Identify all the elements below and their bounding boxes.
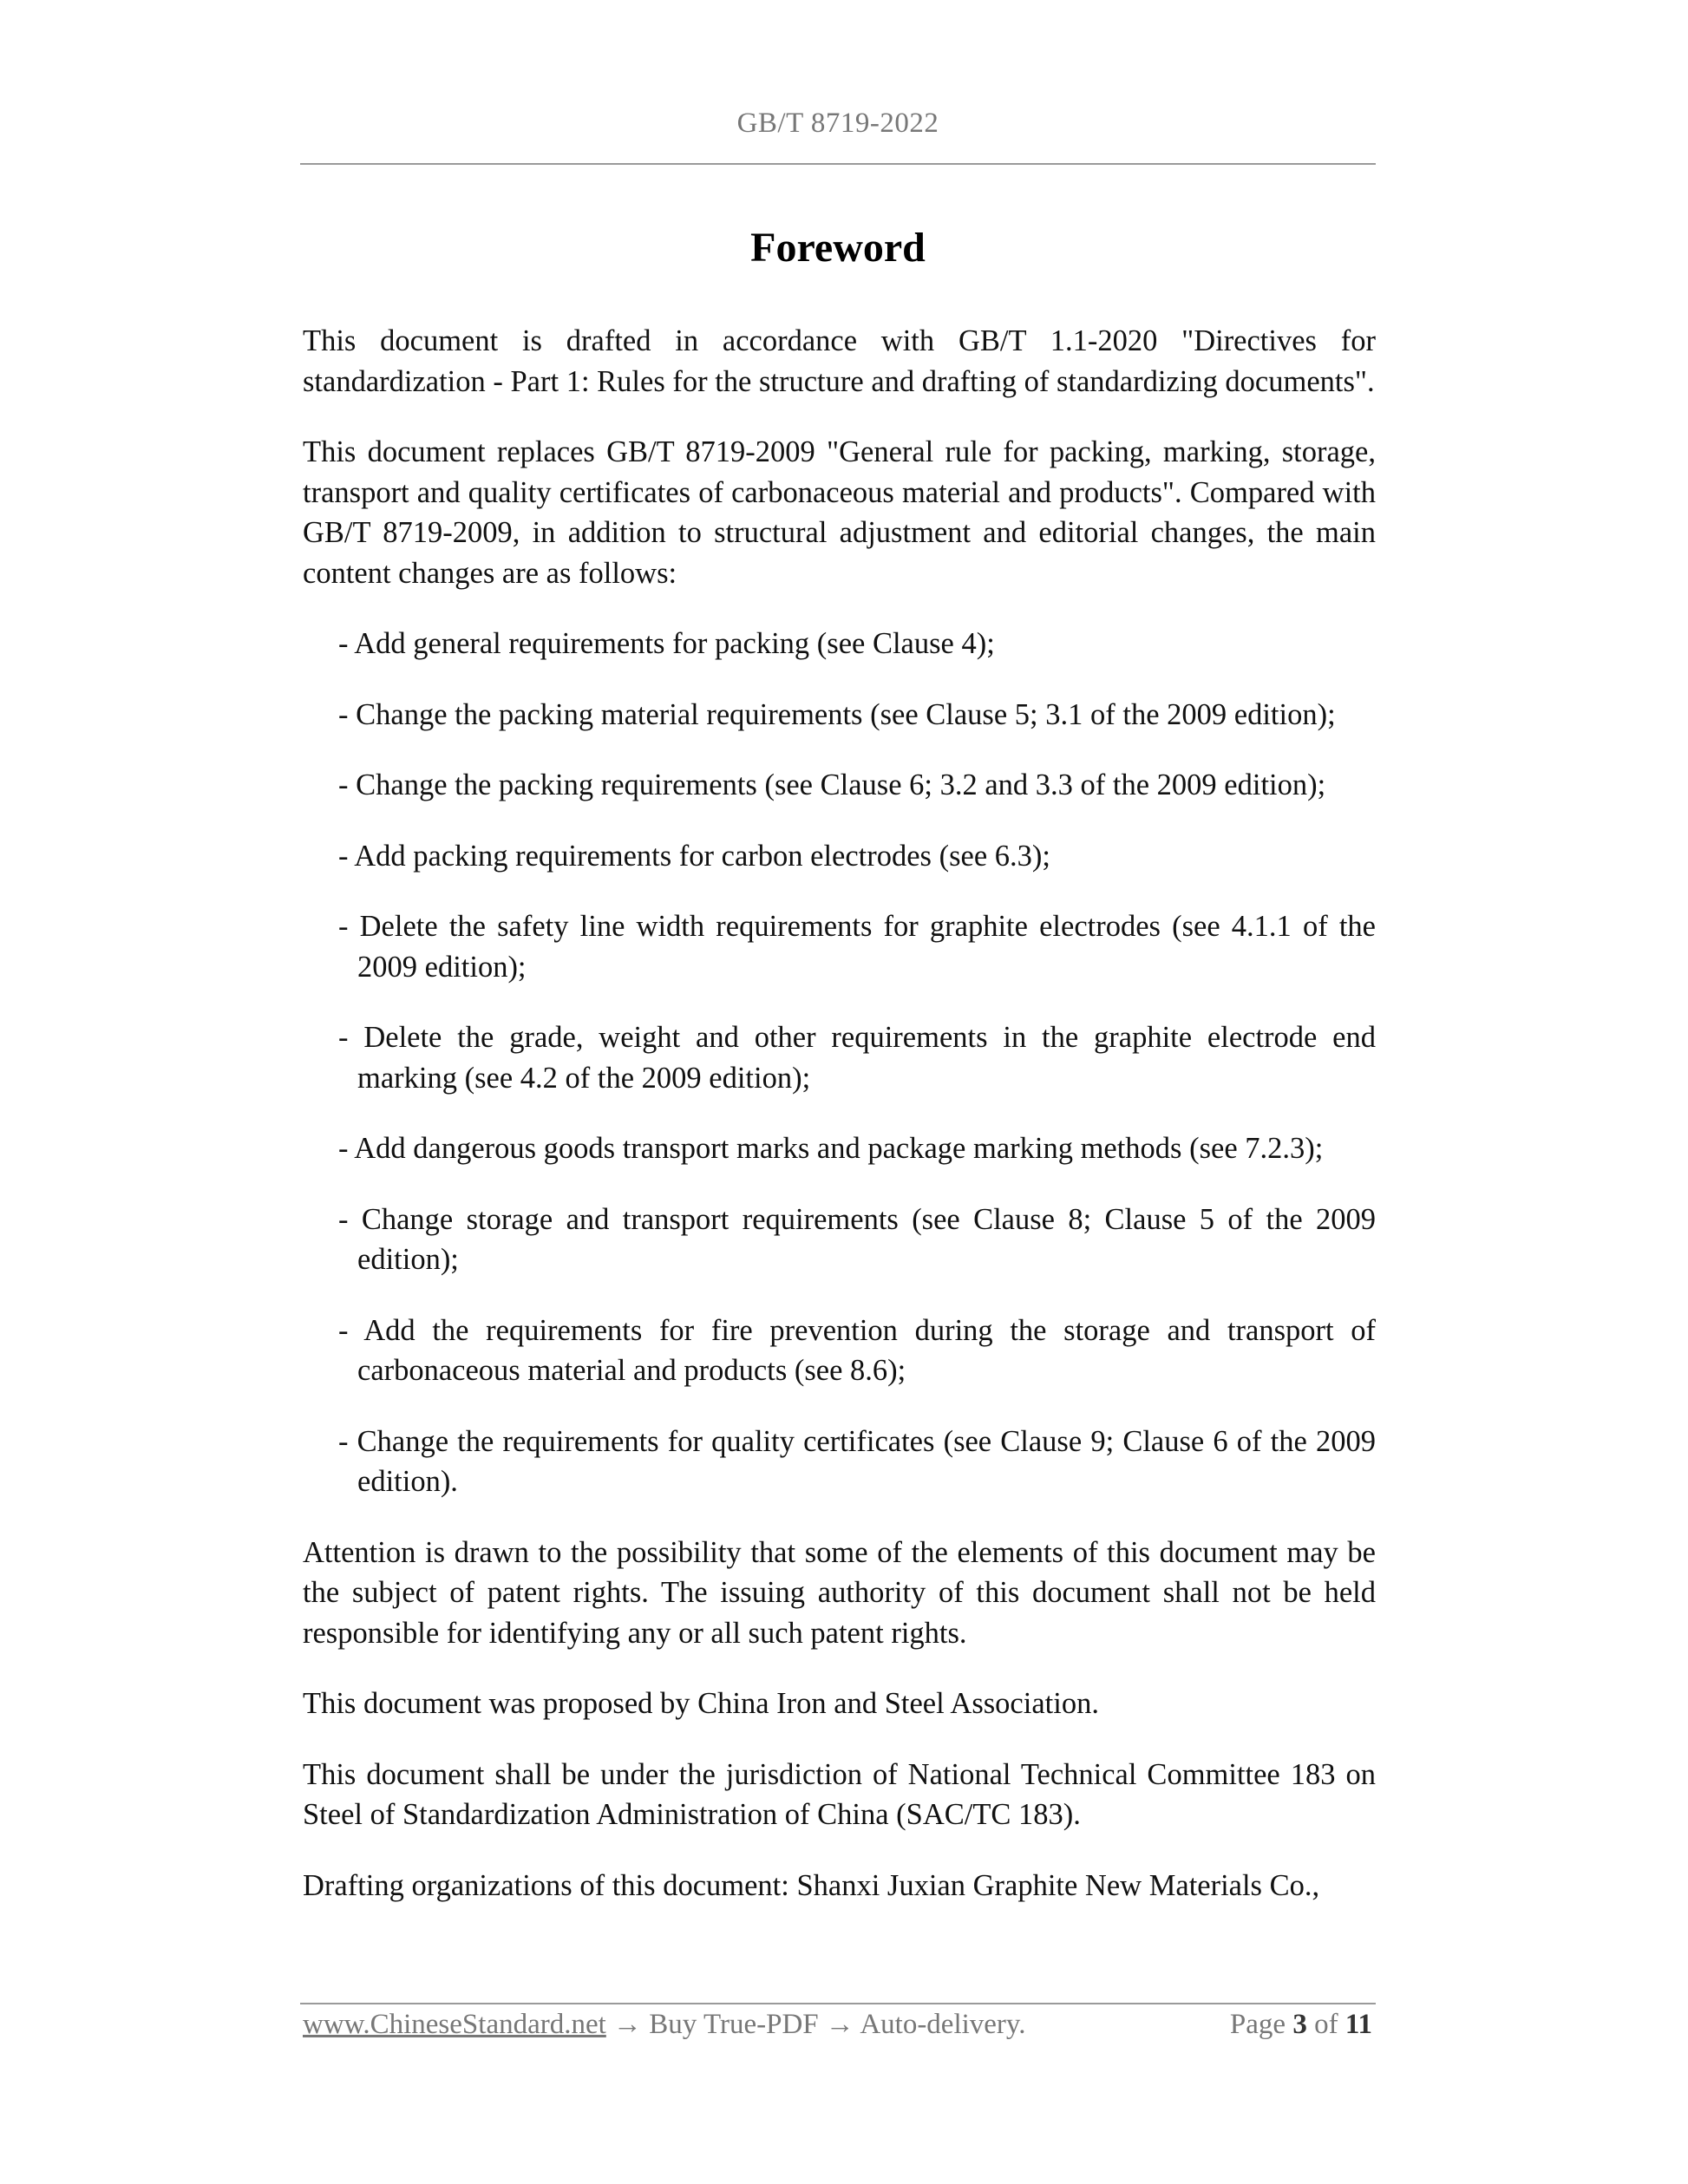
arrow-right-icon: → [613, 2009, 643, 2040]
page-indicator [1230, 2004, 1372, 2044]
paragraph-jurisdiction: This document shall be under the jurisdiction of National Technical Committee 183 on Steel of Standardization Administration of China (SAC/TC 183). [303, 1757, 1376, 1831]
header-divider [300, 163, 1376, 165]
page-number: 3 [1292, 2009, 1307, 2040]
change-item: - Add general requirements for packing (see Clause 4); [338, 627, 995, 660]
paragraph-replacement: This document replaces GB/T 8719-2009 "General rule for packing, marking, storage, transport and quality certificates of carbonaceous material and products". Compared with GB/T 8719-2009, in addition to structural adjustment and editorial changes, the main content changes are as follows: [303, 435, 1376, 590]
header-doc-id: GB/T 8719-2022 [736, 108, 939, 139]
paragraph-proposer: This document was proposed by China Iron and Steel Association. [303, 1687, 1099, 1720]
paragraph-patent-notice: Attention is drawn to the possibility that some of the elements of this document may be the subject of patent rights. The issuing authority of this document shall not be held responsible for identifying any or all such patent rights. [303, 1535, 1376, 1650]
change-item: - Add packing requirements for carbon electrodes (see 6.3); [338, 839, 1050, 873]
change-item: - Add the requirements for fire prevention during the storage and transport of carbonaceous material and products (see 8.6); [338, 1313, 1376, 1387]
page-title: Foreword [750, 225, 926, 271]
document-body [303, 321, 1376, 1936]
buy-text: Buy True-PDF [649, 2009, 819, 2040]
change-item: - Change the requirements for quality certificates (see Clause 9; Clause 6 of the 2009 edition). [338, 1424, 1376, 1498]
footer-promo [303, 2004, 1026, 2044]
change-item: - Add dangerous goods transport marks and package marking methods (see 7.2.3); [338, 1132, 1324, 1165]
paragraph-drafting-rules: This document is drafted in accordance with GB/T 1.1-2020 "Directives for standardization - Part 1: Rules for the structure and drafting of standardizing documents". [303, 324, 1376, 398]
website-link[interactable]: www.ChineseStandard.net [303, 2009, 606, 2040]
change-item: - Change the packing material requirements (see Clause 5; 3.1 of the 2009 edition); [338, 697, 1336, 731]
change-item: - Change the packing requirements (see Clause 6; 3.2 and 3.3 of the 2009 edition); [338, 768, 1326, 801]
change-item: - Delete the safety line width requirements for graphite electrodes (see 4.1.1 of the 2009 edition); [338, 910, 1376, 984]
of-label: of [1314, 2009, 1338, 2040]
page-label: Page [1229, 2009, 1286, 2040]
delivery-text: Auto-delivery. [860, 2009, 1026, 2040]
arrow-right-icon: → [825, 2009, 854, 2040]
page-total: 11 [1345, 2009, 1372, 2040]
paragraph-drafting-organizations: Drafting organizations of this document: Shanxi Juxian Graphite New Materials Co., [303, 1868, 1320, 1902]
change-item: - Change storage and transport requirements (see Clause 8; Clause 5 of the 2009 edition); [338, 1202, 1376, 1276]
change-item: - Delete the grade, weight and other requirements in the graphite electrode end marking (see 4.2 of the 2009 edition); [338, 1021, 1376, 1095]
